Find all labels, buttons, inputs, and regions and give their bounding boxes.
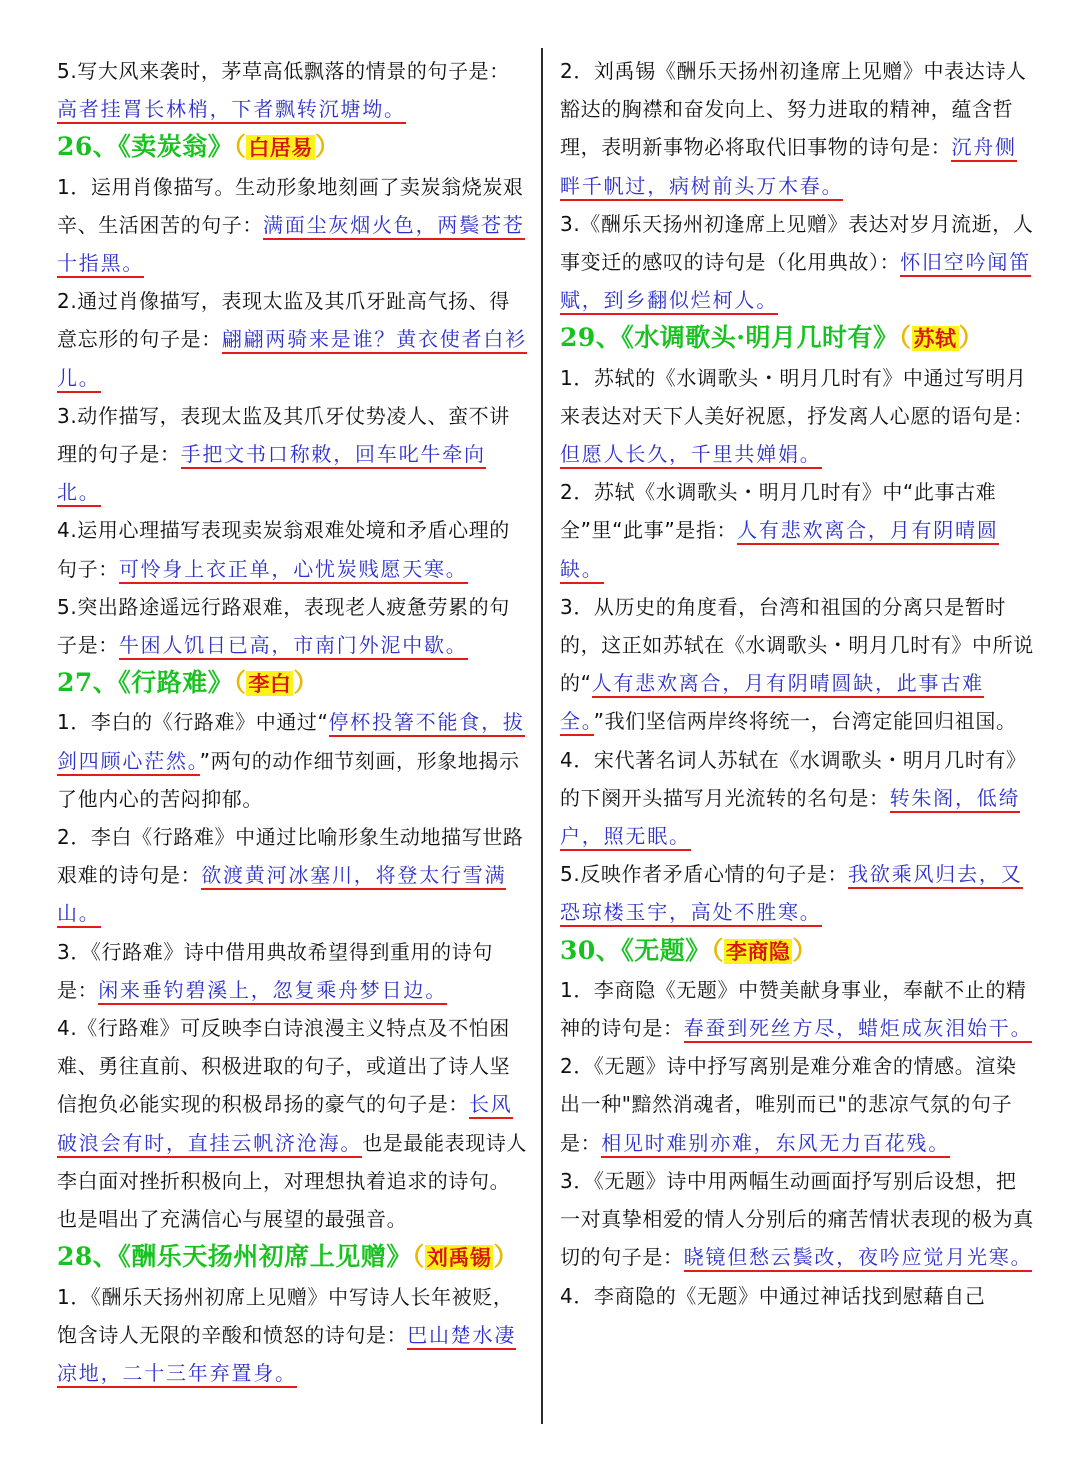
question-item: 3.动作描写，表现太监及其爪牙仗势凌人、蛮不讲理的句子是：手把文书口称敕，回车叱牛牵向北。 — [57, 397, 527, 512]
answer-text: 手把文书口称敕，回车叱牛牵向北。 — [57, 442, 486, 507]
answer-text: 春蚕到死丝方尽，蜡炬成灰泪始干。 — [684, 1016, 1033, 1043]
answer-text: 人有悲欢离合，月有阴晴圆缺，此事古难全。 — [560, 671, 984, 736]
answer-text: 高者挂罥长林梢，下者飘转沉塘坳。 — [57, 97, 406, 124]
section-number: 29、 — [560, 323, 622, 353]
section-heading: 30、《无题》（李商隐） — [560, 935, 818, 965]
answer-text: 人有悲欢离合，月有阴晴圆缺。 — [560, 518, 999, 583]
poem-title: 《无题》 — [621, 935, 711, 965]
poem-title: 《水调歌头·明月几时有》 — [621, 323, 899, 353]
poem-author: 刘禹锡 — [426, 1245, 492, 1271]
answer-text: 巴山楚水凄凉地，二十三年弃置身。 — [57, 1323, 516, 1388]
left-column — [57, 52, 527, 1392]
question-item: 3．《行路难》诗中借用典故希望得到重用的诗句是：闲来垂钓碧溪上，忽复乘舟梦日边。 — [57, 933, 527, 1009]
question-item: 2．刘禹锡《酬乐天扬州初逢席上见赠》中表达诗人豁达的胸襟和奋发向上、努力进取的精神，蕴含哲理，表明新事物必将取代旧事物的诗句是：沉舟侧畔千帆过，病树前头万木春。 — [560, 52, 1035, 205]
question-item: 3．从历史的角度看，台湾和祖国的分离只是暂时的，这正如苏轼在《水调歌头・明月几时有》中所说的“人有悲欢离合，月有阴晴圆缺，此事古难全。”我们坚信两岸终将统一，台湾定能回归祖国。 — [560, 588, 1035, 741]
answer-text: 但愿人长久，千里共婵娟。 — [560, 442, 822, 469]
answer-text: 沉舟侧畔千帆过，病树前头万木春。 — [560, 135, 1017, 200]
question-item: 1．李白的《行路难》中通过“停杯投箸不能食，拔剑四顾心茫然。”两句的动作细节刻画，形象地揭示了他内心的苦闷抑郁。 — [57, 710, 525, 811]
poem-author: 李商隐 — [725, 938, 791, 964]
question-item: 5.写大风来袭时，茅草高低飘落的情景的句子是：高者挂罥长林梢，下者飘转沉塘坳。 — [57, 52, 527, 128]
answer-text: 长风破浪会有时，直挂云帆济沧海。 — [57, 1092, 513, 1157]
section-number: 26、 — [57, 132, 119, 162]
question-item: 4.运用心理描写表现卖炭翁艰难处境和矛盾心理的句子：可怜身上衣正单，心忧炭贱愿天寒。 — [57, 511, 527, 587]
question-item: 2．苏轼《水调歌头・明月几时有》中“此事古难全”里“此事”是指：人有悲欢离合，月有阴晴圆缺。 — [560, 473, 1035, 588]
question-item: 3．《无题》诗中用两幅生动画面抒写别后设想，把一对真挚相爱的情人分别后的痛苦情状表现的极为真切的句子是：晓镜但愁云鬓改，夜吟应觉月光寒。 — [560, 1162, 1035, 1277]
answer-text: 满面尘灰烟火色，两鬓苍苍十指黑。 — [57, 213, 525, 278]
answer-text: 牛困人饥日已高，市南门外泥中歇。 — [119, 633, 468, 660]
question-item: 4．李商隐的《无题》中通过神话找到慰藉自己 — [560, 1283, 986, 1308]
question-item: 5.突出路途遥远行路艰难，表现老人疲惫劳累的句子是：牛困人饥日已高，市南门外泥中歇。 — [57, 588, 527, 664]
poem-title: 《卖炭翁》 — [118, 132, 234, 162]
poem-author: 苏轼 — [913, 326, 957, 352]
section-number: 27、 — [57, 668, 119, 698]
answer-text: 可怜身上衣正单，心忧炭贱愿天寒。 — [119, 557, 468, 584]
question-item: 1．《酬乐天扬州初席上见赠》中写诗人长年被贬，饱含诗人无限的辛酸和愤怒的诗句是：巴山楚水凄凉地，二十三年弃置身。 — [57, 1278, 527, 1393]
answer-text: 怀旧空吟闻笛赋，到乡翻似烂柯人。 — [560, 250, 1031, 315]
answer-text: 我欲乘风归去，又恐琼楼玉宇，高处不胜寒。 — [560, 862, 1023, 927]
question-item: 2．《无题》诗中抒写离别是难分难舍的情感。渲染出一种"黯然消魂者，唯别而已"的悲凉气氛的句子是：相见时难别亦难，东风无力百花残。 — [560, 1047, 1035, 1162]
question-item: 3.《酬乐天扬州初逢席上见赠》表达对岁月流逝，人事变迁的感叹的诗句是（化用典故）：怀旧空吟闻笛赋，到乡翻似烂柯人。 — [560, 205, 1035, 320]
answer-text: 闲来垂钓碧溪上，忽复乘舟梦日边。 — [98, 978, 447, 1005]
answer-text: 停杯投箸不能食，拔剑四顾心茫然。 — [57, 710, 525, 775]
poem-title: 《酬乐天扬州初席上见赠》 — [118, 1242, 412, 1272]
question-item: 5.反映作者矛盾心情的句子是：我欲乘风归去，又恐琼楼玉宇，高处不胜寒。 — [560, 855, 1035, 931]
right-column — [560, 52, 1035, 1315]
question-item: 4．宋代著名词人苏轼在《水调歌头・明月几时有》的下阕开头描写月光流转的名句是：转朱阁，低绮户，照无眠。 — [560, 741, 1035, 856]
answer-text: 相见时难别亦难，东风无力百花残。 — [601, 1131, 950, 1158]
answer-text: 转朱阁，低绮户，照无眠。 — [560, 786, 1020, 851]
section-heading: 27、《行路难》（李白） — [57, 668, 319, 698]
column-divider — [541, 48, 543, 1424]
section-number: 30、 — [560, 935, 622, 965]
poem-author: 李白 — [248, 671, 292, 697]
answer-text: 翩翩两骑来是谁？黄衣使者白衫儿。 — [57, 327, 527, 392]
poem-title: 《行路难》 — [118, 668, 234, 698]
section-number: 28、 — [57, 1242, 119, 1272]
question-item: 4.《行路难》可反映李白诗浪漫主义特点及不怕困难、勇往直前、积极进取的句子，或道出了诗人坚信抱负必能实现的积极昂扬的豪气的句子是：长风破浪会有时，直挂云帆济沧海。也是最能表现诗人李白面对挫折积极向上，对理想执着追求的诗句。也是唱出了充满信心与展望的最强音。 — [57, 1016, 528, 1232]
answer-text: 欲渡黄河冰塞川，将登太行雪满山。 — [57, 863, 506, 928]
question-item: 1．运用肖像描写。生动形象地刻画了卖炭翁烧炭艰辛、生活困苦的句子：满面尘灰烟火色，两鬓苍苍十指黑。 — [57, 168, 527, 283]
section-heading: 29、《水调歌头·明月几时有》（苏轼） — [560, 323, 985, 353]
question-item: 2．李白《行路难》中通过比喻形象生动地描写世路艰难的诗句是：欲渡黄河冰塞川，将登太行雪满山。 — [57, 818, 527, 933]
section-heading: 28、《酬乐天扬州初席上见赠》（刘禹锡） — [57, 1242, 519, 1272]
answer-text: 晓镜但愁云鬓改，夜吟应觉月光寒。 — [684, 1245, 1033, 1272]
section-heading: 26、《卖炭翁》（白居易） — [57, 132, 341, 162]
question-item: 1．李商隐《无题》中赞美献身事业，奉献不止的精神的诗句是：春蚕到死丝方尽，蜡炬成灰泪始干。 — [560, 971, 1035, 1047]
poem-author: 白居易 — [248, 135, 313, 161]
question-item: 2.通过肖像描写，表现太监及其爪牙趾高气扬、得意忘形的句子是：翩翩两骑来是谁？黄衣使者白衫儿。 — [57, 282, 527, 397]
question-item: 1．苏轼的《水调歌头・明月几时有》中通过写明月来表达对天下人美好祝愿，抒发离人心愿的语句是：但愿人长久，千里共婵娟。 — [560, 359, 1035, 474]
